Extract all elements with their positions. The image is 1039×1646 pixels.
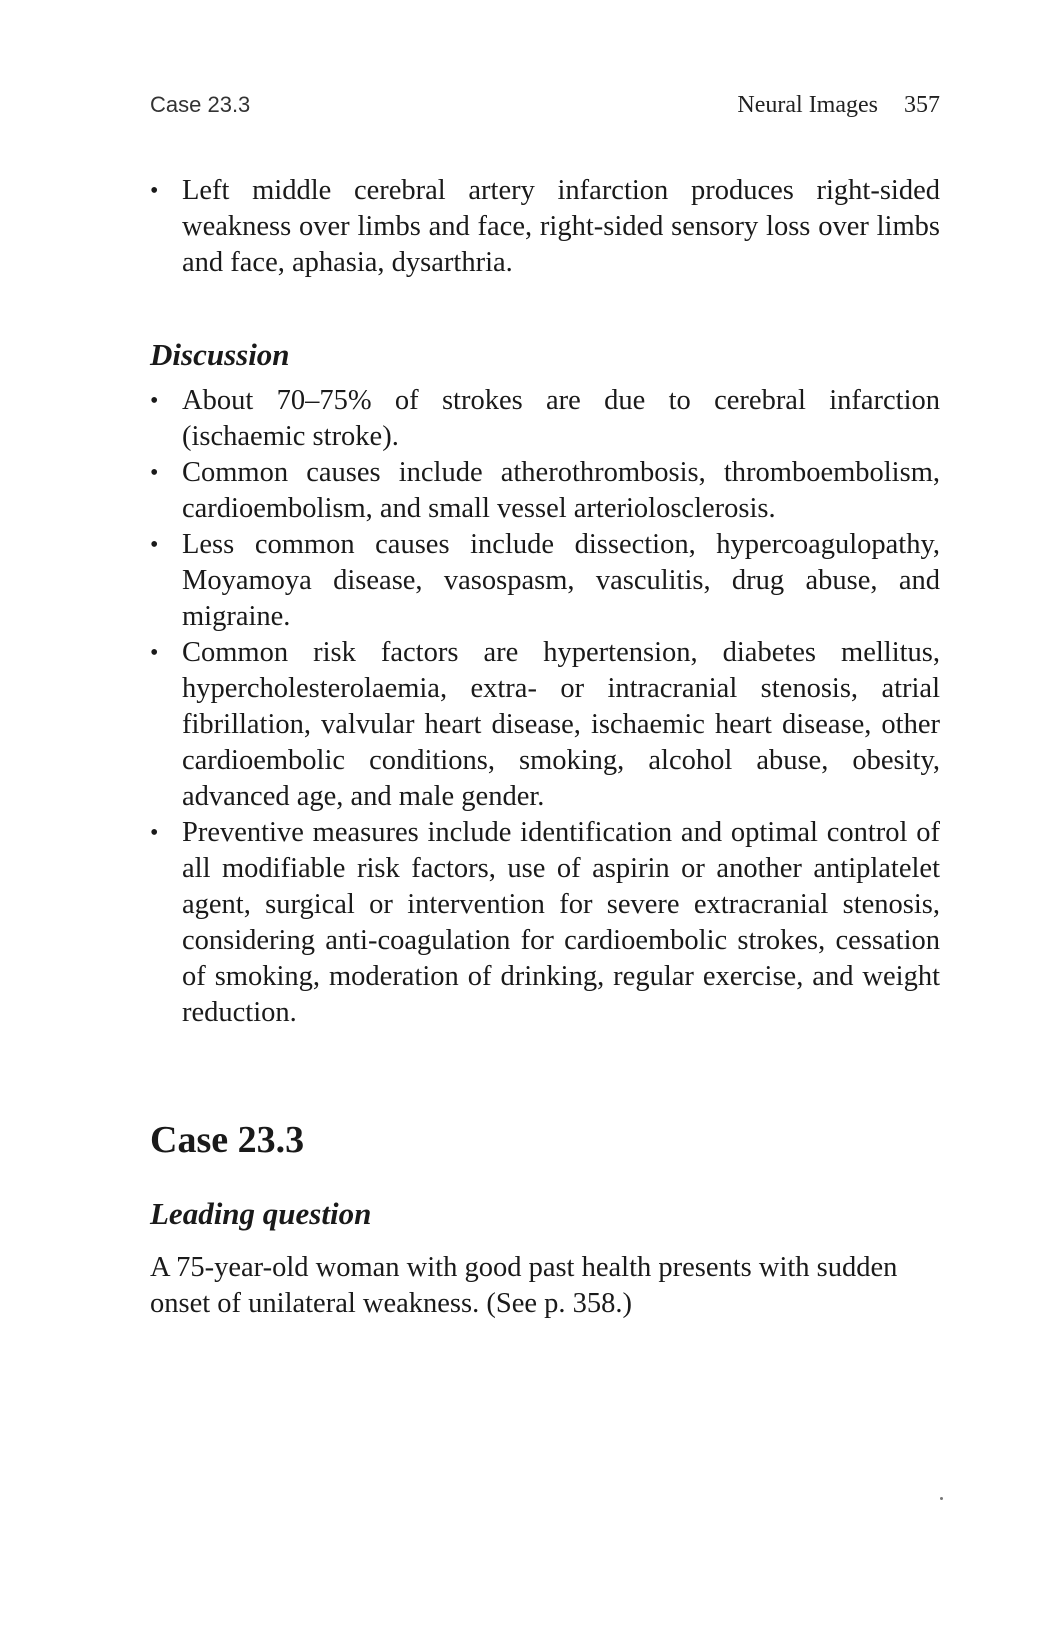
discussion-bullet-list: [150, 383, 940, 1031]
leading-question-text: A 75-year-old woman with good past health presents with sudden onset of unilateral weakness. (See p. 358.): [150, 1252, 898, 1319]
list-item: [150, 527, 940, 635]
bullet-mark: •: [150, 820, 159, 846]
page-number: 357: [904, 92, 940, 118]
scan-speck: [940, 1497, 943, 1500]
discussion-heading: Discussion: [150, 337, 290, 372]
list-item: [150, 455, 940, 527]
bullet-mark: •: [150, 532, 159, 558]
list-item: [150, 815, 940, 1031]
bullet-mark: •: [150, 640, 159, 666]
list-item: [150, 173, 940, 281]
leading-question-heading: Leading question: [150, 1196, 372, 1231]
list-item: [150, 635, 940, 815]
bullet-text: About 70–75% of strokes are due to cerebral infarction (ischaemic stroke).: [182, 385, 940, 452]
running-header-title: Neural Images: [737, 92, 878, 118]
bullet-text: Left middle cerebral artery infarction produces right-sided weakness over limbs and face, right-sided sensory loss over limbs and face, aphasia, dysarthria.: [182, 175, 940, 278]
bullet-mark: •: [150, 178, 159, 204]
running-header-case: Case 23.3: [150, 92, 251, 117]
bullet-mark: •: [150, 388, 159, 414]
running-header-right: [737, 92, 940, 119]
bullet-text: Preventive measures include identification and optimal control of all modifiable risk factors, use of aspirin or another antiplatelet agent, surgical or intervention for severe extracranial stenosis, considering anti-coagulation for cardioembolic strokes, cessation of smoking, moderation of drinking, regular exercise, and weight reduction.: [182, 817, 940, 1028]
case-title: Case 23.3: [150, 1119, 305, 1161]
bullet-mark: •: [150, 460, 159, 486]
running-header: [150, 92, 940, 128]
top-bullet-list: [150, 173, 940, 281]
bullet-text: Common causes include atherothrombosis, thromboembolism, cardioembolism, and small vessel arteriolosclerosis.: [182, 457, 940, 524]
list-item: [150, 383, 940, 455]
bullet-text: Common risk factors are hypertension, diabetes mellitus, hypercholesterolaemia, extra- or intracranial stenosis, atrial fibrillation, valvular heart disease, ischaemic heart disease, other cardioembolic conditions, smoking, alcohol abuse, obesity, advanced age, and male gender.: [182, 637, 940, 812]
bullet-text: Less common causes include dissection, hypercoagulopathy, Moyamoya disease, vasospasm, vasculitis, drug abuse, and migraine.: [182, 529, 940, 632]
